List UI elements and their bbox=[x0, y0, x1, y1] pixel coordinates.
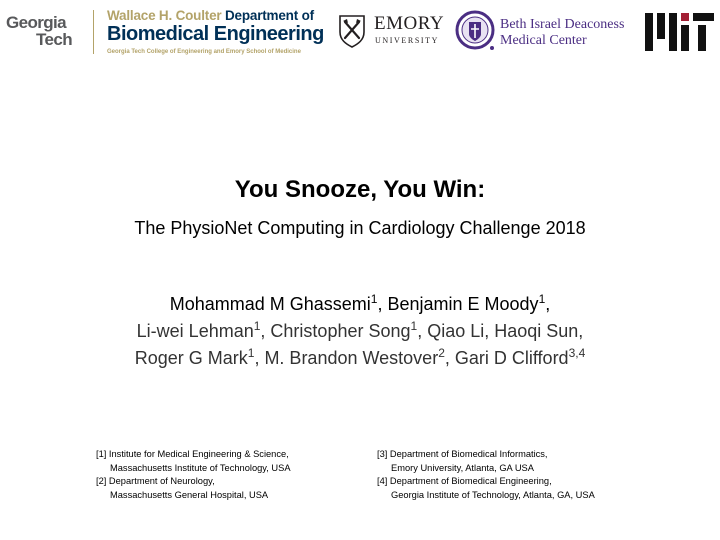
logo-divider bbox=[93, 10, 94, 54]
bme-logo-tagline: Georgia Tech College of Engineering and Emory School of Medicine bbox=[107, 49, 301, 55]
author-affiliation-marker: 3,4 bbox=[568, 346, 586, 360]
georgia-tech-logo-line1: Georgia bbox=[6, 13, 67, 32]
bme-logo-coulter: Wallace H. Coulter bbox=[107, 8, 222, 23]
affiliation-item: [2] Department of Neurology, bbox=[96, 476, 215, 486]
author-name: , Benjamin E Moody bbox=[377, 294, 539, 314]
author-line-1 bbox=[0, 291, 720, 318]
emory-logo-name: EMORY bbox=[374, 13, 445, 34]
emory-shield-icon bbox=[338, 14, 366, 48]
bme-logo-department: Department of bbox=[225, 8, 314, 23]
affiliation-item: [4] Department of Biomedical Engineering, bbox=[377, 476, 552, 486]
author-line-2 bbox=[0, 318, 720, 345]
affiliations-left bbox=[96, 448, 291, 502]
author-name: Mohammad M Ghassemi bbox=[169, 294, 371, 314]
affiliation-item-detail: Massachusetts General Hospital, USA bbox=[110, 489, 269, 500]
author-affiliation-marker: 1 bbox=[538, 292, 546, 306]
author-affiliation-marker: 1 bbox=[247, 346, 255, 360]
author-name: , Gari D Clifford bbox=[444, 348, 569, 368]
author-affiliation-marker: 1 bbox=[370, 292, 378, 306]
bidmc-seal-icon bbox=[455, 8, 495, 54]
slide-subtitle: The PhysioNet Computing in Cardiology Challenge 2018 bbox=[134, 218, 586, 238]
author-affiliation-marker: 1 bbox=[253, 319, 261, 333]
emory-logo-sub: UNIVERSITY bbox=[375, 36, 439, 45]
affiliation-item: [3] Department of Biomedical Informatics, bbox=[377, 449, 548, 459]
georgia-tech-logo bbox=[6, 14, 86, 50]
logo-strip bbox=[0, 0, 720, 64]
author-name: , Christopher Song bbox=[260, 321, 411, 341]
mit-logo-icon bbox=[645, 13, 714, 51]
bidmc-logo bbox=[500, 17, 650, 51]
emory-university-logo bbox=[374, 14, 444, 48]
bme-logo-title: Biomedical Engineering bbox=[107, 23, 324, 45]
author-affiliation-marker: 1 bbox=[410, 319, 418, 333]
bidmc-logo-line1: Beth Israel Deaconess bbox=[500, 17, 625, 32]
georgia-tech-logo-line2: Tech bbox=[36, 30, 73, 49]
author-line-3 bbox=[0, 345, 720, 372]
affiliation-item-detail: Georgia Institute of Technology, Atlanta, GA, USA bbox=[391, 489, 595, 500]
affiliation-item-detail: Massachusetts Institute of Technology, USA bbox=[110, 462, 291, 473]
author-list bbox=[0, 291, 720, 372]
slide-title: You Snooze, You Win: bbox=[234, 176, 486, 203]
bme-department-logo bbox=[107, 8, 325, 60]
affiliations-right bbox=[377, 448, 595, 502]
affiliation-item-detail: Emory University, Atlanta, GA USA bbox=[391, 462, 534, 473]
author-separator: , bbox=[545, 294, 551, 314]
author-affiliation-marker: 2 bbox=[438, 346, 445, 360]
bidmc-logo-line2: Medical Center bbox=[500, 33, 587, 48]
author-name: Roger G Mark bbox=[134, 348, 248, 368]
author-name: , M. Brandon Westover bbox=[254, 348, 439, 368]
author-name: , Qiao Li, Haoqi Sun, bbox=[417, 321, 584, 341]
author-name: Li-wei Lehman bbox=[136, 321, 254, 341]
bme-logo-line1 bbox=[107, 8, 314, 24]
affiliation-item: [1] Institute for Medical Engineering & Science, bbox=[96, 449, 289, 459]
